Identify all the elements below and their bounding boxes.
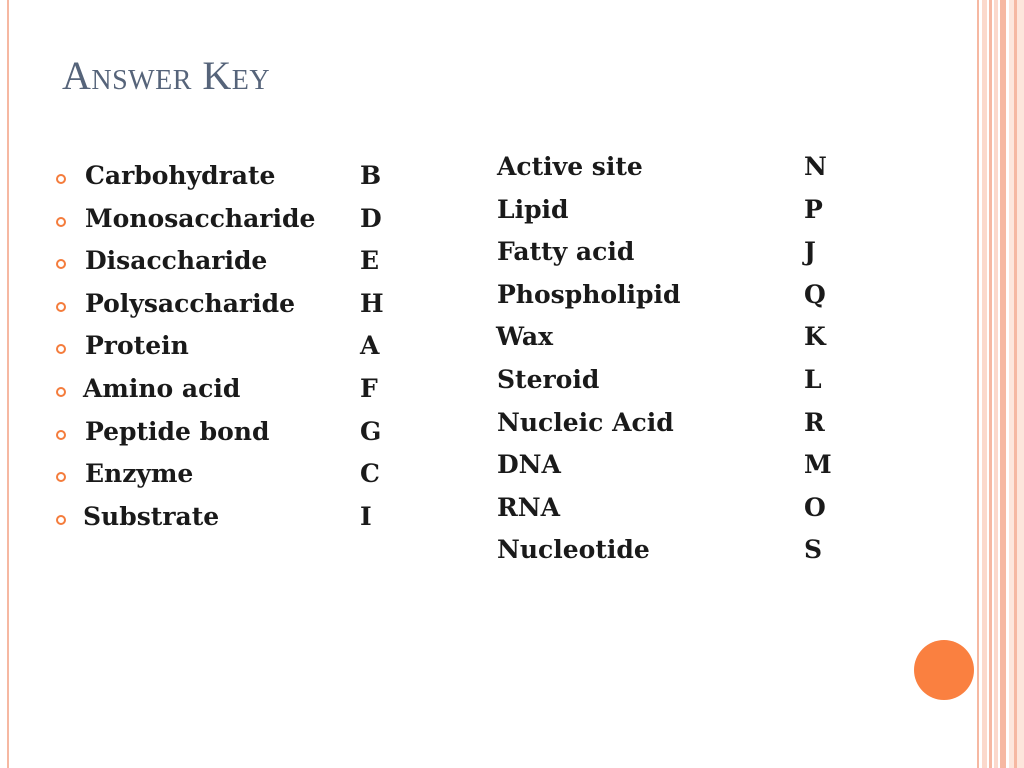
answer-letter: P	[804, 194, 823, 224]
right-border-stripe	[982, 0, 987, 768]
term: Active site	[497, 152, 643, 181]
answer-letter: I	[360, 501, 372, 531]
term: Fatty acid	[497, 237, 635, 267]
term: Substrate	[83, 501, 220, 531]
answer-letter: N	[804, 152, 827, 181]
term: Phospholipid	[497, 279, 681, 309]
term: Amino acid	[83, 373, 241, 403]
answer-letter: E	[360, 246, 380, 276]
term: Polysaccharide	[85, 288, 295, 318]
right-border-stripe	[989, 0, 992, 768]
answer-letter: H	[360, 288, 384, 318]
answer-letter: J	[804, 237, 816, 267]
answer-letter: F	[360, 373, 378, 403]
decorative-circle	[914, 640, 974, 700]
answer-letter: K	[804, 322, 826, 352]
bullet-icon	[56, 472, 66, 482]
answer-letter: O	[804, 492, 826, 522]
right-border-stripe	[1000, 0, 1006, 768]
answer-letter: M	[804, 450, 832, 480]
term: Nucleotide	[497, 535, 650, 565]
term: RNA	[497, 492, 561, 522]
term: Protein	[85, 331, 189, 361]
left-border-line	[7, 0, 9, 768]
slide-title: Answer Key	[62, 53, 271, 98]
term: Enzyme	[85, 459, 194, 489]
term: Disaccharide	[85, 246, 268, 276]
answer-letter: G	[360, 416, 382, 446]
answer-letter: D	[360, 203, 382, 233]
term: Steroid	[497, 364, 600, 394]
term: DNA	[497, 450, 561, 480]
term: Wax	[496, 322, 554, 352]
bullet-icon	[56, 387, 66, 397]
bullet-icon	[56, 174, 66, 184]
term: Lipid	[497, 194, 569, 224]
right-border-stripe	[994, 0, 998, 768]
bullet-icon	[56, 302, 66, 312]
bullet-icon	[56, 217, 66, 227]
answer-letter: C	[360, 459, 380, 489]
answer-letter: Q	[804, 279, 826, 309]
bullet-icon	[56, 344, 66, 354]
bullet-icon	[56, 515, 66, 525]
answer-letter: B	[360, 161, 382, 190]
term: Monosaccharide	[85, 203, 316, 233]
right-border-stripe	[1014, 0, 1017, 768]
answer-letter: R	[804, 407, 825, 437]
term: Nucleic Acid	[497, 407, 674, 437]
answer-letter: S	[804, 535, 823, 565]
term: Peptide bond	[85, 416, 270, 446]
answer-letter: L	[804, 364, 822, 394]
bullet-icon	[56, 430, 66, 440]
right-border-stripe	[977, 0, 979, 768]
term: Carbohydrate	[85, 161, 276, 190]
bullet-icon	[56, 259, 66, 269]
answer-letter: A	[360, 331, 380, 361]
